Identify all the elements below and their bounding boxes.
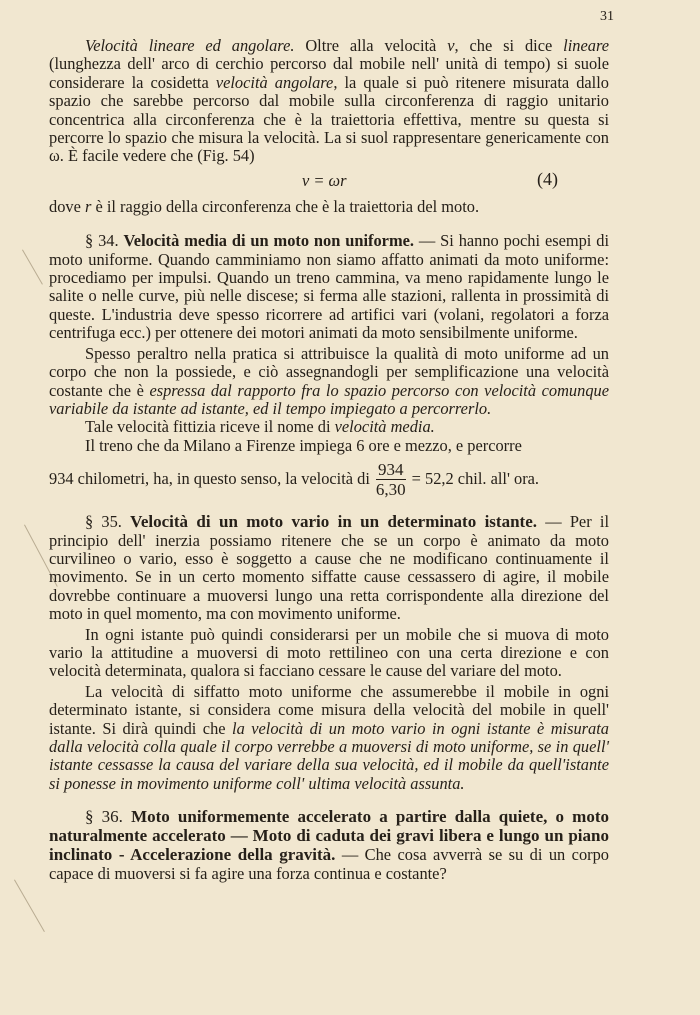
section-title: Velocità media di un moto non uniforme. bbox=[123, 231, 414, 251]
term-angolare: velocità angolare bbox=[215, 72, 334, 92]
text: , la quale si può ritenere misurata dallo spazio che sarebbe percorso dal mobile sulla circonferenza di raggio unitario concentrica alla circonferenza che è la traiettoria effettiva, mentre su questa si percorre lo spazio che misura la velocità. La si suol rappresentare genericamente con ω. È facile vedere che (Fig. 54) bbox=[49, 72, 609, 166]
fraction bbox=[374, 460, 408, 499]
fraction-numerator: 934 bbox=[378, 459, 404, 479]
text: , che si dice bbox=[454, 36, 564, 55]
text: (lunghezza dell' arco di cerchio percorso dal mobile nell' unità di tempo) si suole considerare la cosidetta bbox=[49, 54, 609, 92]
var-r: r bbox=[84, 196, 92, 216]
formula-4 bbox=[49, 166, 609, 190]
formula-number: (4) bbox=[537, 168, 558, 189]
section-number: § 35. bbox=[85, 512, 122, 532]
fraction-line bbox=[49, 459, 609, 499]
text: 934 chilometri, ha, in questo senso, la velocità di bbox=[49, 468, 370, 488]
var-v: v bbox=[447, 36, 455, 55]
italic-definition: espressa dal rapporto fra lo spazio percorso con velocità comunque variabile da istante ad istante, ed il tempo impiegato a percorrerlo. bbox=[49, 380, 609, 418]
text: Oltre alla velocità bbox=[294, 36, 448, 55]
margin-pencil-mark bbox=[22, 250, 43, 285]
text: Spesso peraltro nella pratica si attribuisce la qualità di moto uniforme ad un corpo che non la possiede, e ciò assegnandogli per semplificazione una velocità costante che è bbox=[49, 343, 609, 400]
section-35 bbox=[49, 513, 609, 623]
section-body: — Per il principio dell' inerzia possiamo ritenere che se un corpo è animato da moto curvilineo o vario, esso è soggetto a cause che ne modificano continuamente il movimento. Se in un certo momento siffatte cause cessassero di agire, il mobile dovrebbe continuare a muoversi lungo una retta corrispondente alla direzione del moto in quel momento, ma con movimento uniforme. bbox=[49, 512, 609, 624]
page-text bbox=[49, 37, 609, 883]
text: dove bbox=[49, 196, 85, 216]
term-velocita-media: velocità media. bbox=[334, 417, 435, 437]
section-34 bbox=[49, 232, 609, 342]
section-title: Velocità di un moto vario in un determinato istante. bbox=[130, 512, 537, 532]
section-number: § 34. bbox=[85, 231, 119, 251]
italic-definition: la velocità di un moto vario in ogni istante è misurata dalla velocità colla quale il corpo verrebbe a muoversi di moto uniforme, se in quell' istante cessasse la causa del variare della sua velocità, ed il mobile da quell'istante si ponesse in movimento uniforme coll' ultima velocità assunta. bbox=[49, 718, 609, 793]
page-number: 31 bbox=[600, 9, 614, 24]
text: è il raggio della circonferenza che è la traiettoria del moto. bbox=[91, 196, 480, 216]
paragraph-velocita-media bbox=[49, 345, 609, 419]
paragraph-ogni-istante: In ogni istante può quindi considerarsi per un mobile che si muova di moto vario la attitudine a muoversi di moto rettilineo con una certa direzione e con velocità determinata, qualora si facciano cessare le cause del variare del moto. bbox=[49, 624, 609, 681]
paragraph-raggio bbox=[49, 198, 609, 216]
formula-expression: v = ωr bbox=[302, 170, 347, 190]
text: La velocità di siffatto moto uniforme che assumerebbe il mobile in ogni determinato istante, si considera come misura della velocità del mobile in quell' istante. Si dirà quindi che bbox=[49, 681, 609, 738]
section-body: — Si hanno pochi esempi di moto uniforme. Quando camminiamo non siamo affatto animati da moto uniforme: procediamo per impulsi. Quando un treno cammina, va meno rapidamente lungo le salite o nelle curve, più nelle discese; si ferma alle stazioni, rallenta in prossimità di queste. L'industria deve spesso ricorrere ad artifici vari (volani, regolatori a forza centrifuga ecc.) per ottenere dei motori animati da moto sensibilmente uniforme. bbox=[49, 231, 609, 343]
text: = 52,2 chil. all' ora. bbox=[411, 468, 540, 488]
text: Tale velocità fittizia riceve il nome di bbox=[85, 417, 335, 437]
section-number: § 36. bbox=[85, 807, 123, 827]
paragraph-misura bbox=[49, 683, 609, 793]
paragraph-velocita-angolare bbox=[49, 37, 609, 166]
term-lineare: lineare bbox=[563, 36, 609, 55]
paragraph-nome bbox=[49, 418, 609, 436]
margin-pencil-mark bbox=[14, 880, 45, 932]
fraction-denominator: 6,30 bbox=[375, 479, 406, 499]
italic-heading: Velocità lineare ed angolare. bbox=[85, 36, 295, 55]
section-36 bbox=[49, 807, 609, 883]
paragraph-treno: Il treno che da Milano a Firenze impiega 6 ore e mezzo, e percorre bbox=[85, 435, 522, 455]
section-title: Moto uniformemente accelerato a partire dalla quiete, o moto naturalmente accelerato — Moto di caduta dei gravi libera e lungo un piano inclinato - Accelerazione della gravità. bbox=[49, 807, 610, 865]
section-body: — Che cosa avverrà se su di un corpo capace di muoversi si fa agire una forza continua e costante? bbox=[49, 845, 609, 884]
